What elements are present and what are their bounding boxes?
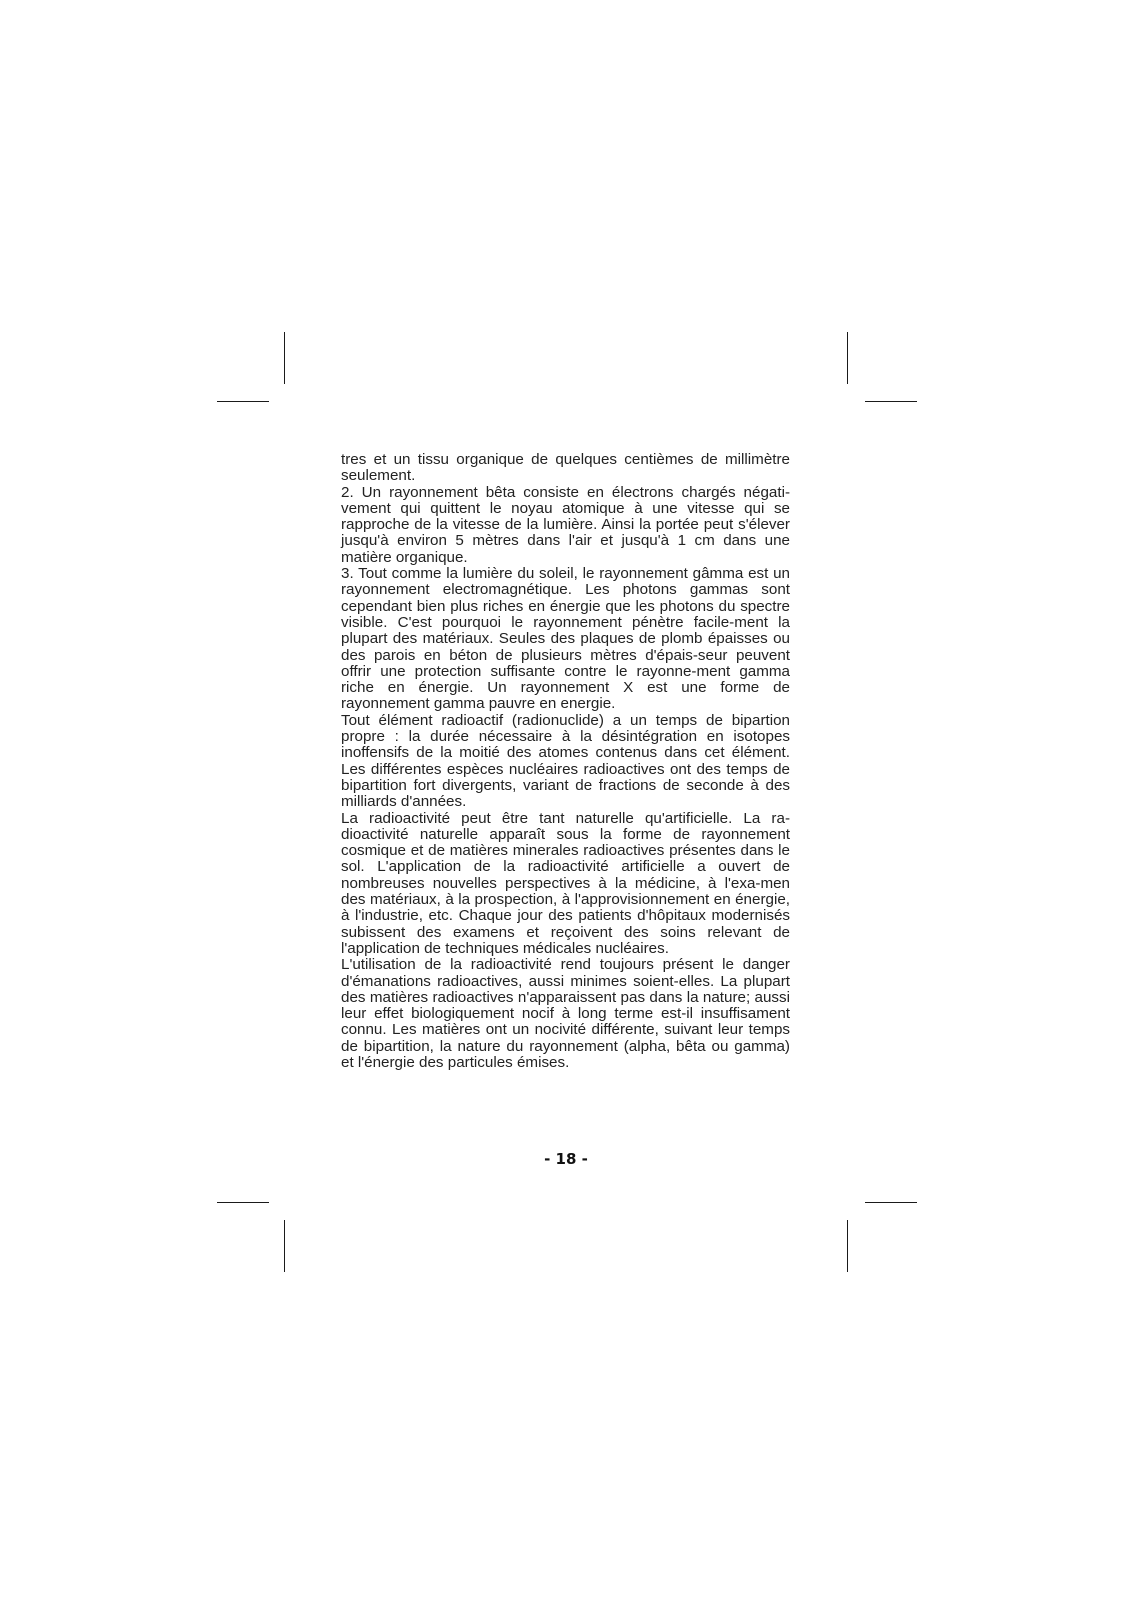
paragraph-gamma-radiation: 3. Tout comme la lumière du soleil, le rayonnement gâmma est un rayonnement electromagnétique. Les photons gammas sont cependant bien plus riches en énergie que les photons du spectre visible. C'est pourquoi le rayonnement pénètre facile-ment la plupart des matériaux. Seules des plaques de plomb épaisses ou des parois en béton de plusieurs mètres d'épais-seur peuvent offrir une protection suffisante contre le rayonne-ment gamma riche en énergie. Un rayonnement X est une forme de rayonnement gamma pauvre en energie. bbox=[341, 565, 790, 713]
crop-mark-bottom-left-vertical bbox=[284, 1220, 285, 1272]
crop-mark-bottom-right-horizontal bbox=[865, 1202, 917, 1203]
crop-mark-top-right-vertical bbox=[847, 332, 848, 384]
page-number: - 18 - bbox=[544, 1150, 588, 1168]
paragraph-natural-artificial: La radioactivité peut être tant naturelle qu'artificielle. La ra-dioactivité naturelle apparaît sous la forme de rayonnement cosmique et de matières minerales radioactives présentes dans le sol. L'application de la radioactivité artificielle a ouvert de nombreuses nouvelles perspectives à la médicine, à l'exa-men des matériaux, à la prospection, à l'approvisionnement en énergie, à l'industrie, etc. Chaque jour des patients d'hôpitaux modernisés subissent des examens et reçoivent des soins relevant de l'application de techniques médicales nucléaires. bbox=[341, 809, 790, 957]
paragraph-continuation: tres et un tissu organique de quelques centièmes de millimètre seulement. bbox=[341, 451, 790, 485]
paragraph-danger: L'utilisation de la radioactivité rend toujours présent le danger d'émanations radioactives, aussi minimes soient-elles. La plupart des matières radioactives n'apparaissent pas dans la nature; aussi leur effet biologiquement nocif à long terme est-il insuffisament connu. Les matières ont un nocivité différente, suivant leur temps de bipartition, la nature du rayonnement (alpha, bêta ou gamma) et l'énergie des particules émises. bbox=[341, 956, 790, 1071]
crop-mark-top-left-vertical bbox=[284, 332, 285, 384]
body-text bbox=[341, 452, 790, 1071]
crop-mark-bottom-right-vertical bbox=[847, 1220, 848, 1272]
paragraph-half-life: Tout élément radioactif (radionuclide) a un temps de bipartion propre : la durée nécessaire à la désintégration en isotopes inoffensifs de la moitié des atomes contenus dans cet élément. Les différentes espèces nucléaires radioactives ont des temps de bipartition fort divergents, variant de fractions de seconde à des milliards d'années. bbox=[341, 711, 790, 811]
crop-mark-top-right-horizontal bbox=[865, 401, 917, 402]
crop-mark-top-left-horizontal bbox=[217, 401, 269, 402]
paragraph-beta-radiation: 2. Un rayonnement bêta consiste en électrons chargés négati-vement qui quittent le noyau atomique à une vitesse qui se rapproche de la vitesse de la lumière. Ainsi la portée peut s'élever jusqu'à environ 5 mètres dans l'air et jusqu'à 1 cm dans une matière organique. bbox=[341, 483, 790, 566]
crop-mark-bottom-left-horizontal bbox=[217, 1202, 269, 1203]
